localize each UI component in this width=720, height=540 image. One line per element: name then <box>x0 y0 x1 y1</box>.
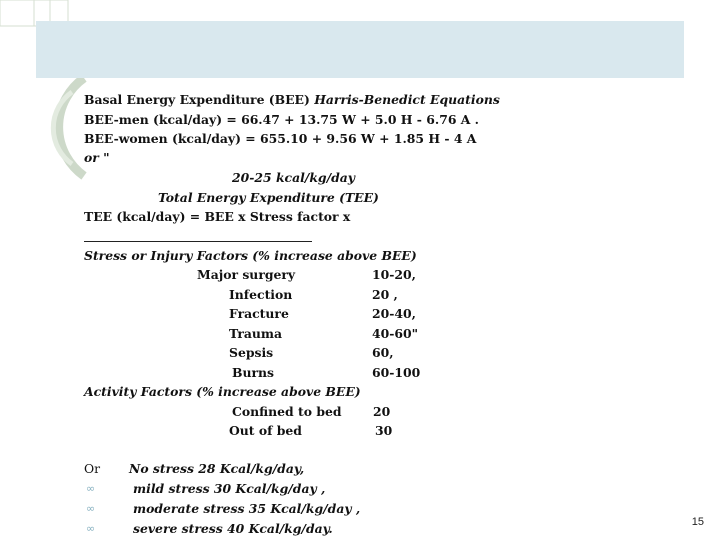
activity-factors-heading: Activity Factors (% increase above BEE) <box>84 384 361 399</box>
stress-factor-label: Major surgery <box>197 267 296 282</box>
activity-factor-value: 20 <box>373 404 391 419</box>
stress-factor-label: Infection <box>229 287 293 302</box>
harris-benedict-label: Harris-Benedict Equations <box>314 92 500 107</box>
stress-factor-label: Trauma <box>229 326 283 341</box>
bee-heading <box>84 92 500 107</box>
stress-factors-heading: Stress or Injury Factors (% increase above BEE) <box>84 248 417 263</box>
bee-men-equation: BEE-men (kcal/day) = 66.47 + 13.75 W + 5.0 H - 6.76 A . <box>84 112 479 127</box>
title-band <box>36 21 684 78</box>
tee-heading: Total Energy Expenditure (TEE) <box>158 190 379 205</box>
bee-women-equation: BEE-women (kcal/day) = 655.10 + 9.56 W + 1.85 H - 4 A <box>84 131 477 146</box>
stress-factor-label: Sepsis <box>229 345 274 360</box>
tee-formula: TEE (kcal/day) = BEE x Stress factor x <box>84 209 351 224</box>
stress-factor-value: 10-20, <box>372 267 416 282</box>
infinity-bullet-icon: ∞ <box>86 502 96 515</box>
stress-factor-value: 60-100 <box>372 365 421 380</box>
infinity-bullet-icon: ∞ <box>86 482 96 495</box>
infinity-bullet-icon: ∞ <box>86 522 96 535</box>
stress-level-item: No stress 28 Kcal/kg/day, <box>129 461 305 476</box>
activity-factor-label: Out of bed <box>229 423 302 438</box>
stress-factor-value: 20 , <box>372 287 398 302</box>
stress-factor-value: 60, <box>372 345 394 360</box>
page-number: 15 <box>691 516 704 528</box>
activity-factor-value: 30 <box>375 423 393 438</box>
stress-factor-value: 40-60" <box>372 326 419 341</box>
activity-factor-label: Confined to bed <box>232 404 342 419</box>
stress-factor-value: 20-40, <box>372 306 416 321</box>
stress-level-item: moderate stress 35 Kcal/kg/day , <box>133 501 361 516</box>
stress-factor-label: Burns <box>232 365 274 380</box>
stress-level-item: mild stress 30 Kcal/kg/day , <box>133 481 326 496</box>
stress-factor-label: Fracture <box>229 306 289 321</box>
formula-divider <box>84 241 312 242</box>
or-label-bottom: Or <box>84 461 101 476</box>
stress-level-item: severe stress 40 Kcal/kg/day. <box>133 521 333 536</box>
bee-heading-label: Basal Energy Expenditure (BEE) <box>84 92 315 107</box>
kcal-range: 20-25 kcal/kg/day <box>232 170 355 185</box>
or-label: or " <box>84 150 110 165</box>
